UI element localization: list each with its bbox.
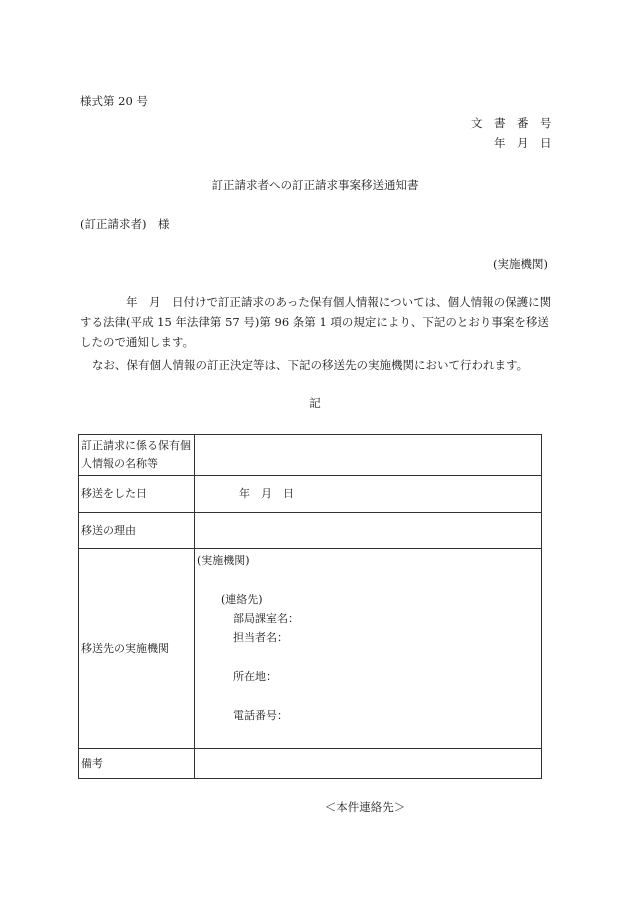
row-label-transfer-reason: 移送の理由 [79, 513, 195, 549]
table-row [79, 435, 542, 476]
row-value-transfer-date: 年 月 日 [195, 476, 542, 513]
detail-table [78, 434, 542, 779]
implementing-organization: (実施機関) [493, 257, 548, 271]
row-label-remarks: 備考 [79, 749, 195, 779]
row-label-transfer-date: 移送をした日 [79, 476, 195, 513]
row-label-destination: 移送先の実施機関 [79, 549, 195, 749]
table-row [79, 476, 542, 513]
row-label-info-name: 訂正請求に係る保有個人情報の名称等 [79, 435, 195, 476]
document-date: 年 月 日 [494, 136, 552, 150]
body-paragraph: 年 月 日付けで訂正請求のあった保有個人情報については、個人情報の保護に関する法律(平成 15 年法律第 57 号)第 96 条第 1 項の規定により、下記のとおり事案を移送したので通知します。 [80, 295, 552, 350]
ki-heading: 記 [309, 396, 321, 410]
phone-label: 電話番号： [233, 709, 288, 722]
address-label: 所在地： [233, 670, 277, 683]
document-number: 文 書 番 号 [471, 116, 552, 130]
table-row [79, 749, 542, 779]
addressee: (訂正請求者) 様 [80, 217, 170, 231]
destination-org: (実施機関) [197, 554, 250, 567]
table-row [79, 549, 542, 749]
row-value-destination [195, 549, 542, 749]
row-value-info-name [195, 435, 542, 476]
note-paragraph: なお、保有個人情報の訂正決定等は、下記の移送先の実施機関において行われます。 [92, 358, 529, 372]
table-row [79, 513, 542, 549]
contact-footer: ＜本件連絡先＞ [324, 800, 406, 814]
document-title: 訂正請求者への訂正請求事案移送通知書 [211, 178, 419, 192]
person-label: 担当者名： [233, 631, 288, 644]
contact-heading: (連絡先) [221, 593, 263, 606]
row-value-transfer-reason [195, 513, 542, 549]
form-number: 様式第 20 号 [80, 94, 148, 108]
department-label: 部局課室名： [233, 612, 299, 625]
row-value-remarks [195, 749, 542, 779]
